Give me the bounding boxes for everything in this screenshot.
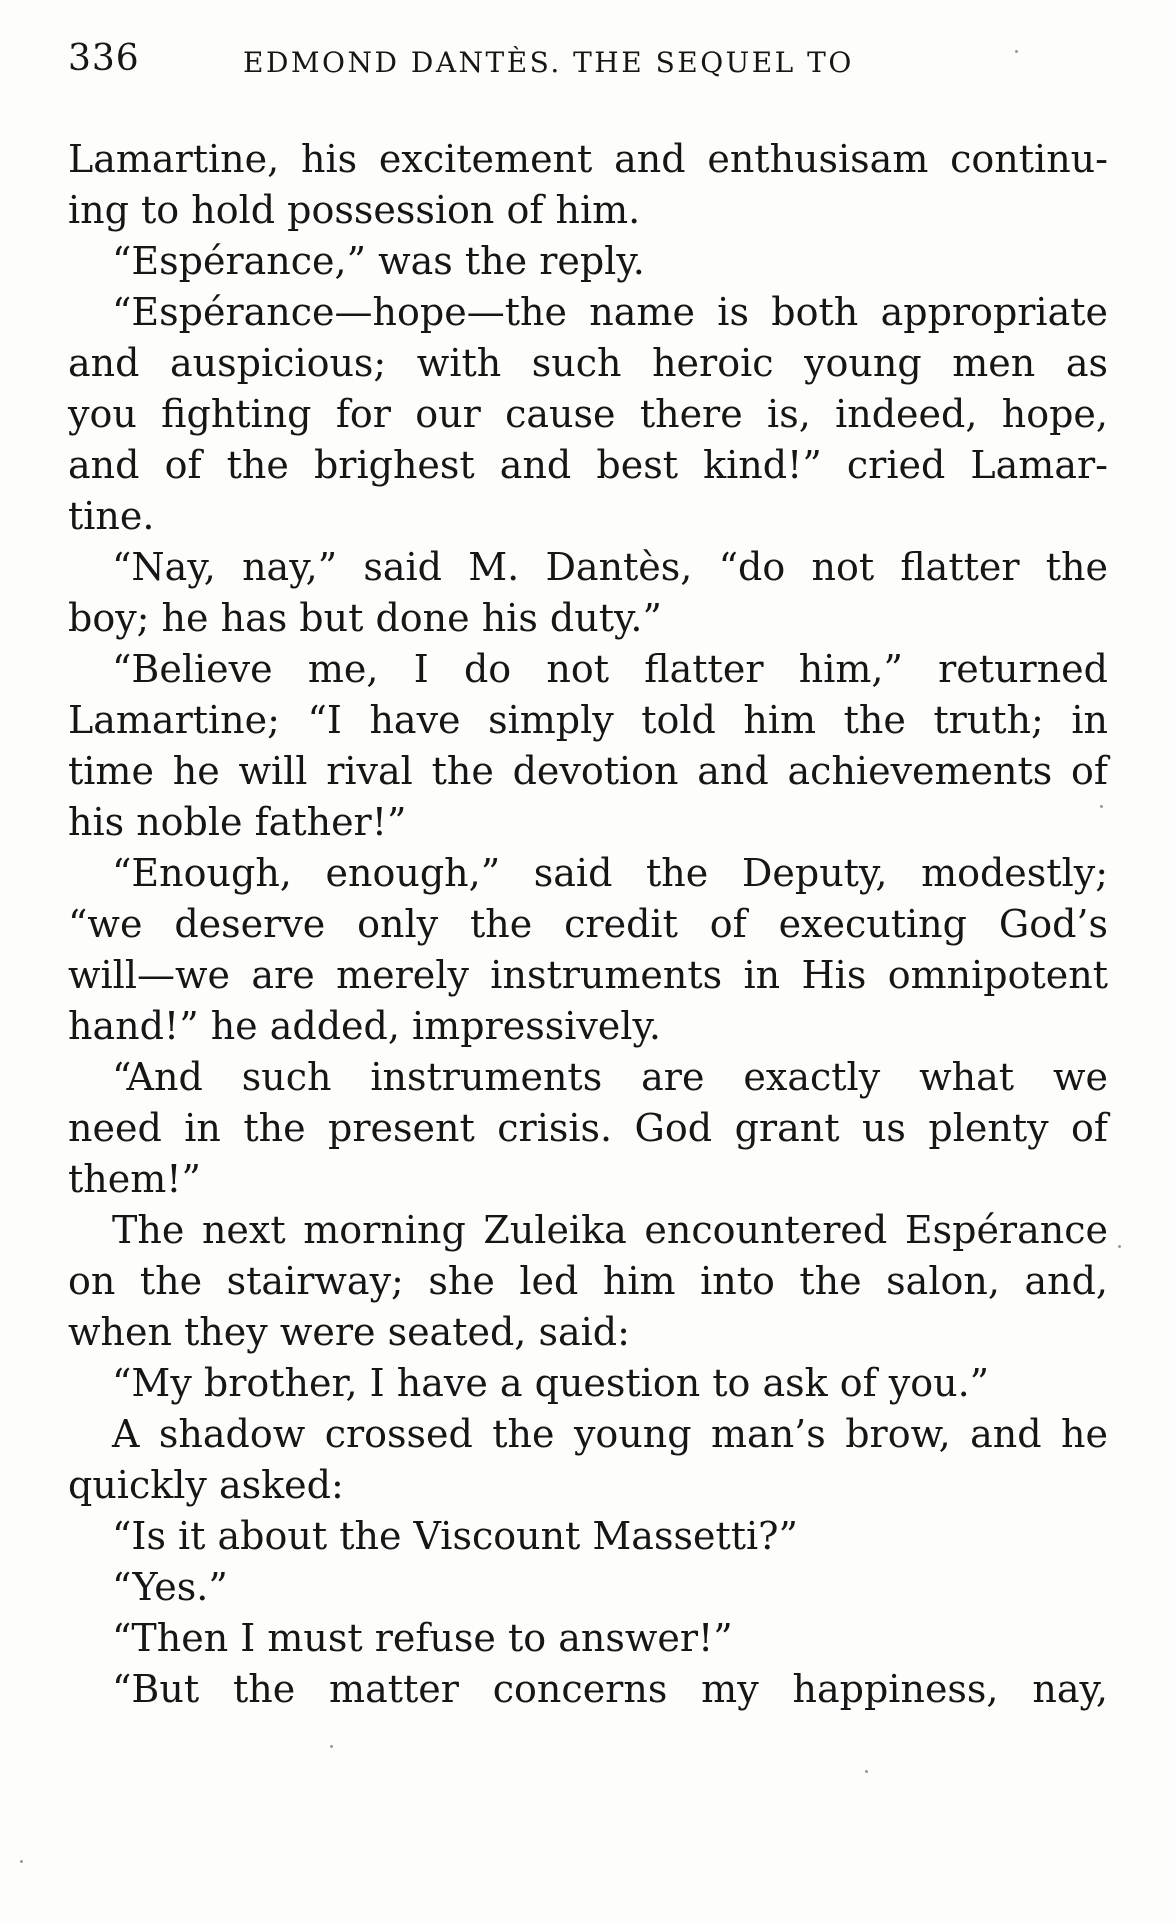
text-line: and of the brighest and best kind!” cried Lamar-: [68, 443, 1108, 487]
text-line: them!”: [68, 1157, 201, 1201]
text-line: “Enough, enough,” said the Deputy, modestly;: [112, 851, 1108, 895]
text-line: “we deserve only the credit of executing God’s: [68, 902, 1108, 946]
scan-speck: [330, 1745, 333, 1748]
text-line: Lamartine; “I have simply told him the truth; in: [68, 698, 1108, 742]
text-line: will—we are merely instruments in His omnipotent: [68, 953, 1108, 997]
text-line: need in the present crisis. God grant us plenty of: [68, 1106, 1108, 1150]
body-text: [68, 134, 1108, 1715]
text-line: “Nay, nay,” said M. Dantès, “do not flatter the: [112, 545, 1108, 589]
text-line: and auspicious; with such heroic young men as: [68, 341, 1108, 385]
text-line: “Believe me, I do not flatter him,” returned: [112, 647, 1108, 691]
scan-speck: [1118, 1245, 1121, 1248]
text-line: you fighting for our cause there is, indeed, hope,: [68, 392, 1108, 436]
running-head: [68, 38, 1108, 88]
text-line: time he will rival the devotion and achievements of: [68, 749, 1108, 793]
text-line: “Then I must refuse to answer!”: [112, 1616, 733, 1660]
text-line: Lamartine, his excitement and enthusisam continu-: [68, 137, 1108, 181]
scan-speck: [20, 1860, 23, 1863]
text-line: “Espérance,” was the reply.: [112, 239, 645, 283]
text-line: on the stairway; she led him into the salon, and,: [68, 1259, 1108, 1303]
text-line: A shadow crossed the young man’s brow, and he: [112, 1412, 1108, 1456]
text-line: his noble father!”: [68, 800, 407, 844]
text-line: The next morning Zuleika encountered Espérance: [112, 1208, 1108, 1252]
scan-speck: [1100, 805, 1103, 808]
scan-speck: [865, 1770, 868, 1773]
running-head-title: EDMOND DANTÈS. THE SEQUEL TO: [243, 46, 854, 79]
scan-speck: [1015, 50, 1018, 53]
text-line: hand!” he added, impressively.: [68, 1004, 661, 1048]
text-line: “And such instruments are exactly what we: [112, 1055, 1108, 1099]
text-line: “My brother, I have a question to ask of you.”: [112, 1361, 990, 1405]
page-number: 336: [68, 38, 140, 79]
text-line: ing to hold possession of him.: [68, 188, 641, 232]
text-line: when they were seated, said:: [68, 1310, 630, 1354]
text-line: “Is it about the Viscount Massetti?”: [112, 1514, 798, 1558]
text-line: “Espérance—hope—the name is both appropriate: [112, 290, 1108, 334]
text-line: “But the matter concerns my happiness, nay,: [112, 1667, 1108, 1711]
text-line: “Yes.”: [112, 1565, 228, 1609]
text-line: boy; he has but done his duty.”: [68, 596, 662, 640]
text-line: tine.: [68, 494, 155, 538]
text-line: quickly asked:: [68, 1463, 344, 1507]
